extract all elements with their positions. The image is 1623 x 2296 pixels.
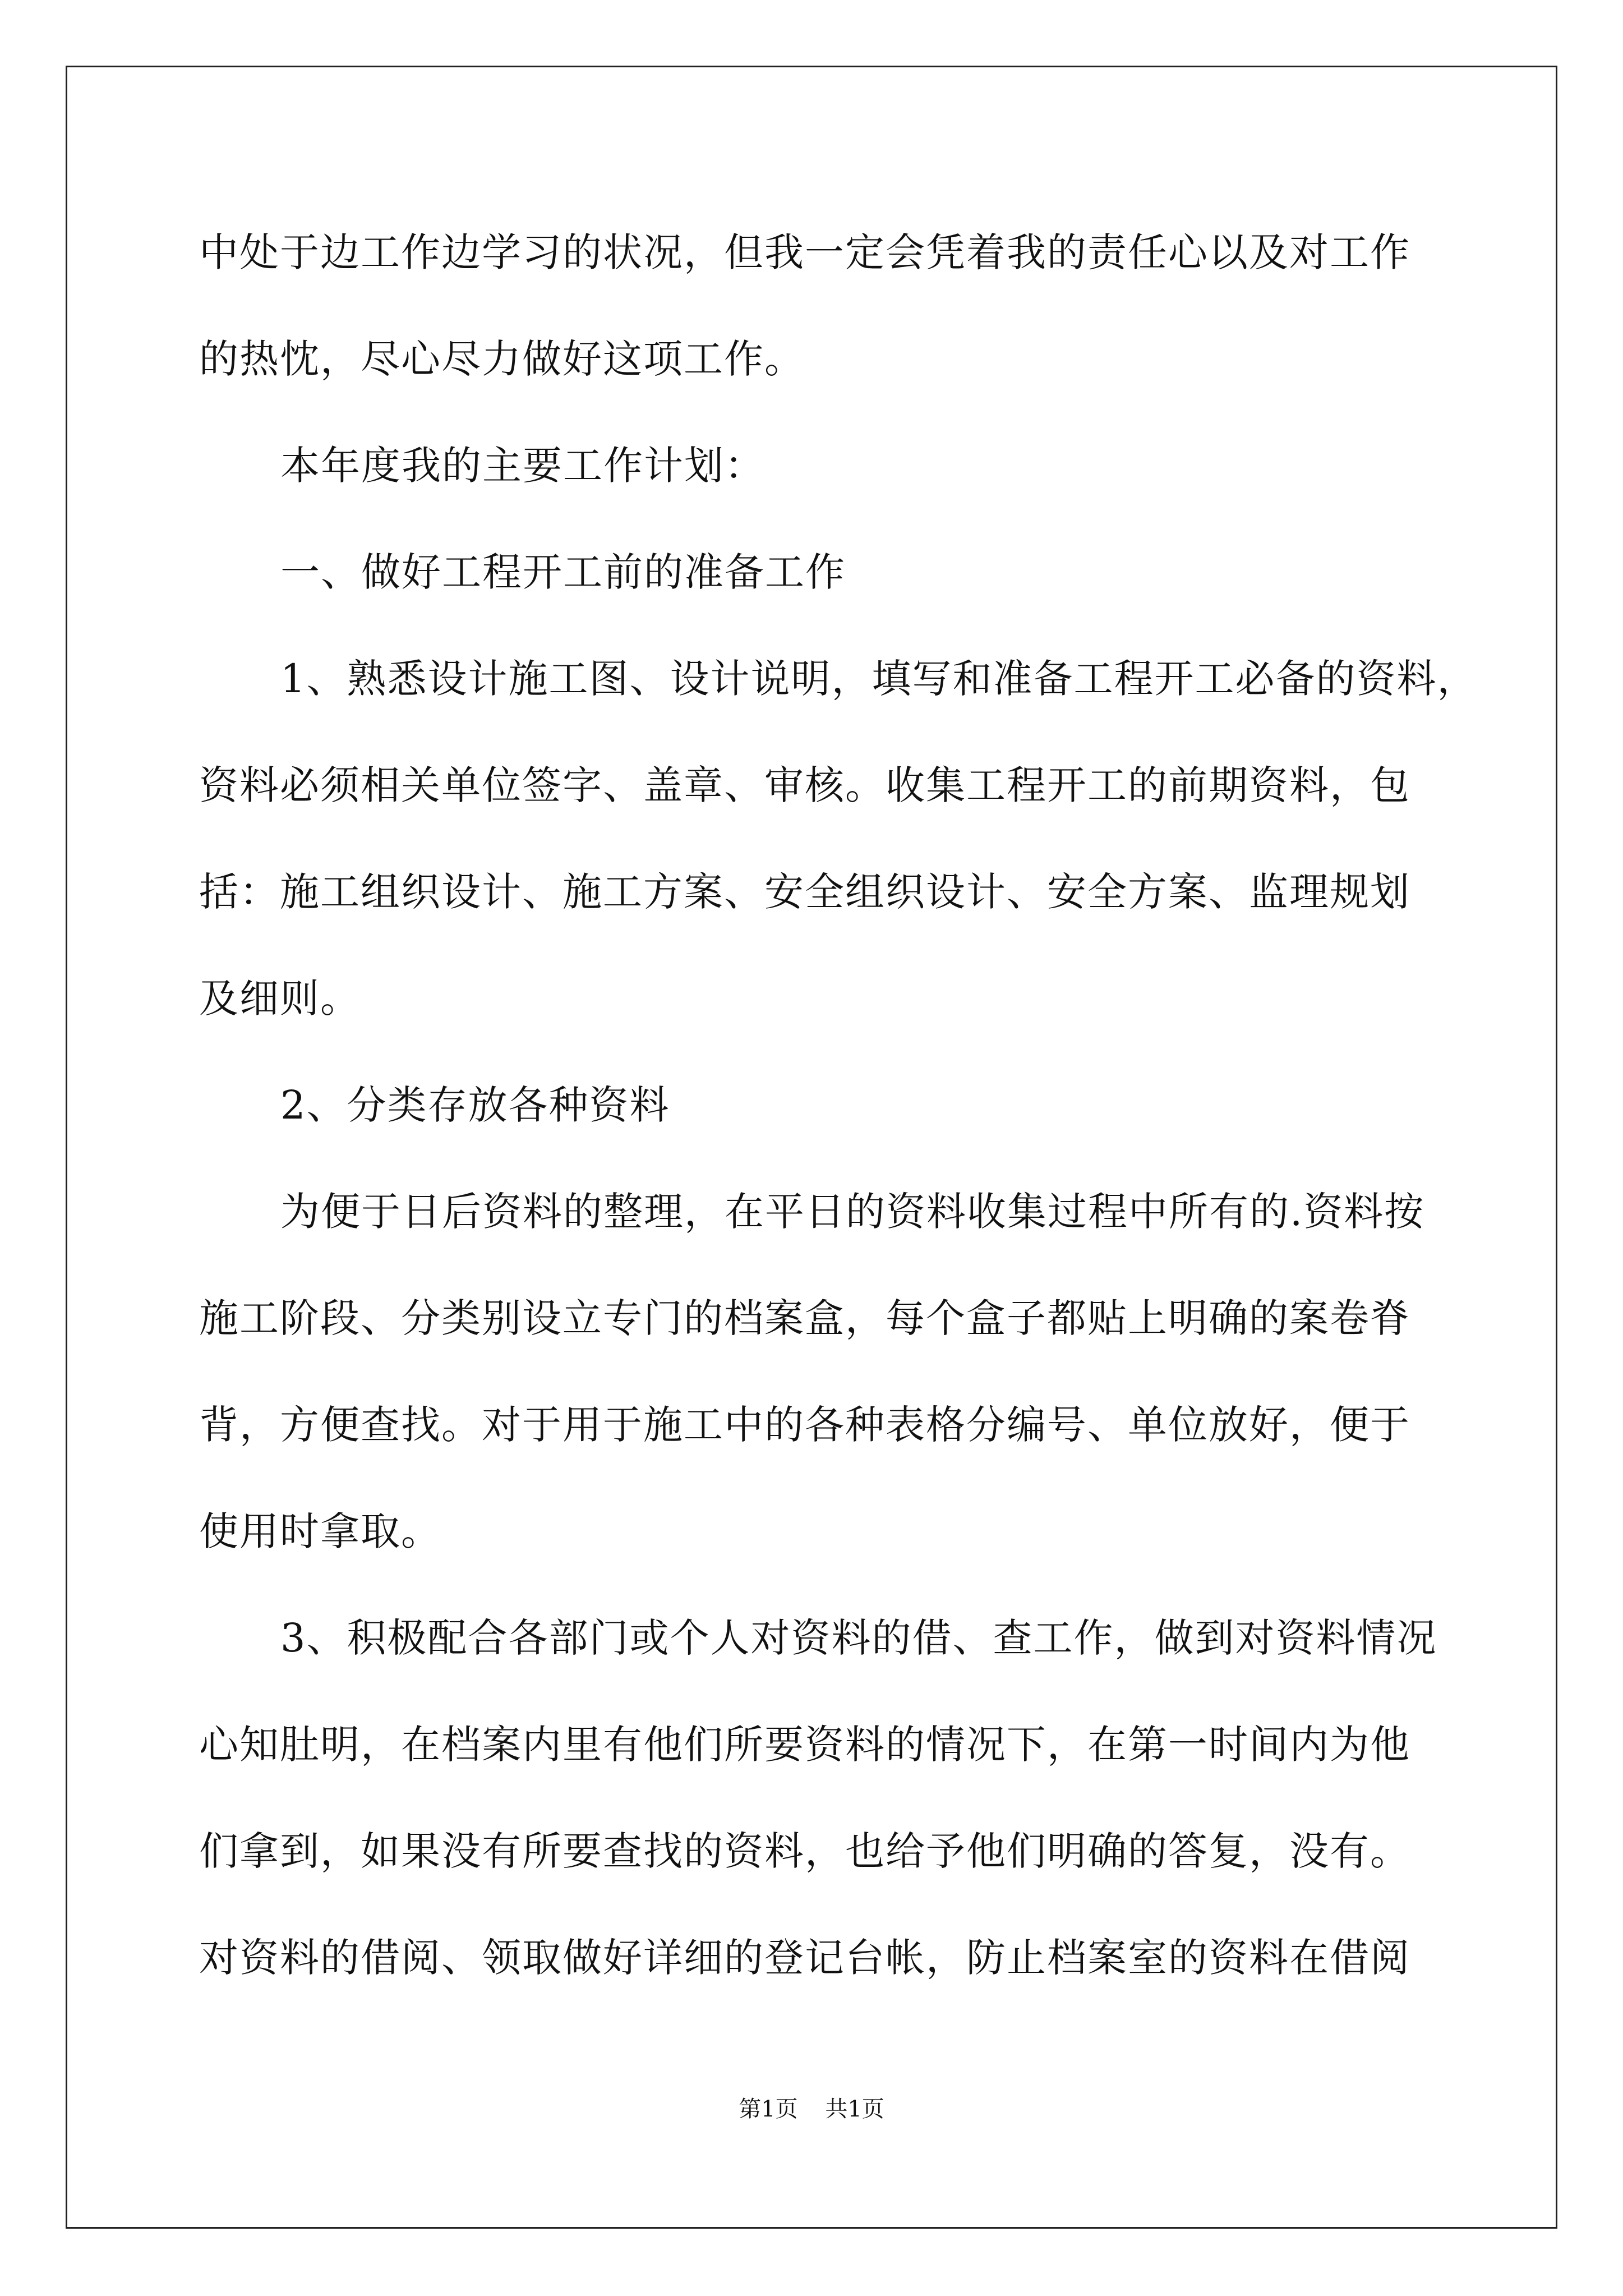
paragraph-line: 2、分类存放各种资料 bbox=[280, 1082, 670, 1128]
paragraph-line: 背，方便查找。对于用于施工中的各种表格分编号、单位放好，便于 bbox=[199, 1402, 1410, 1448]
paragraph-line: 本年度我的主要工作计划： bbox=[280, 443, 765, 489]
paragraph-line: 3、积极配合各部门或个人对资料的借、查工作，做到对资料情况 bbox=[280, 1615, 1437, 1661]
page-total: 共1页 bbox=[825, 2096, 884, 2122]
paragraph-line: 的热忱，尽心尽力做好这项工作。 bbox=[199, 336, 805, 382]
paragraph-line: 资料必须相关单位签字、盖章、审核。收集工程开工的前期资料，包 bbox=[199, 762, 1410, 808]
section-heading: 一、做好工程开工前的准备工作 bbox=[280, 549, 846, 595]
paragraph-line: 为便于日后资料的整理，在平日的资料收集过程中所有的.资料按 bbox=[280, 1189, 1425, 1235]
paragraph-line: 们拿到，如果没有所要查找的资料，也给予他们明确的答复，没有。 bbox=[199, 1828, 1410, 1874]
paragraph-line: 施工阶段、分类别设立专门的档案盒，每个盒子都贴上明确的案卷脊 bbox=[199, 1295, 1410, 1341]
paragraph-line: 及细则。 bbox=[199, 976, 361, 1022]
page-number: 第1页 bbox=[739, 2096, 798, 2122]
paragraph-line: 中处于边工作边学习的状况，但我一定会凭着我的责任心以及对工作 bbox=[199, 229, 1410, 275]
paragraph-line: 使用时拿取。 bbox=[199, 1508, 441, 1554]
paragraph-line: 对资料的借阅、领取做好详细的登记台帐，防止档案室的资料在借阅 bbox=[199, 1935, 1410, 1981]
page-footer bbox=[0, 2092, 1623, 2126]
paragraph-line: 括：施工组织设计、施工方案、安全组织设计、安全方案、监理规划 bbox=[199, 869, 1410, 915]
paragraph-line: 1、熟悉设计施工图、设计说明，填写和准备工程开工必备的资料， bbox=[280, 656, 1478, 702]
paragraph-line: 心知肚明，在档案内里有他们所要资料的情况下，在第一时间内为他 bbox=[199, 1722, 1410, 1768]
